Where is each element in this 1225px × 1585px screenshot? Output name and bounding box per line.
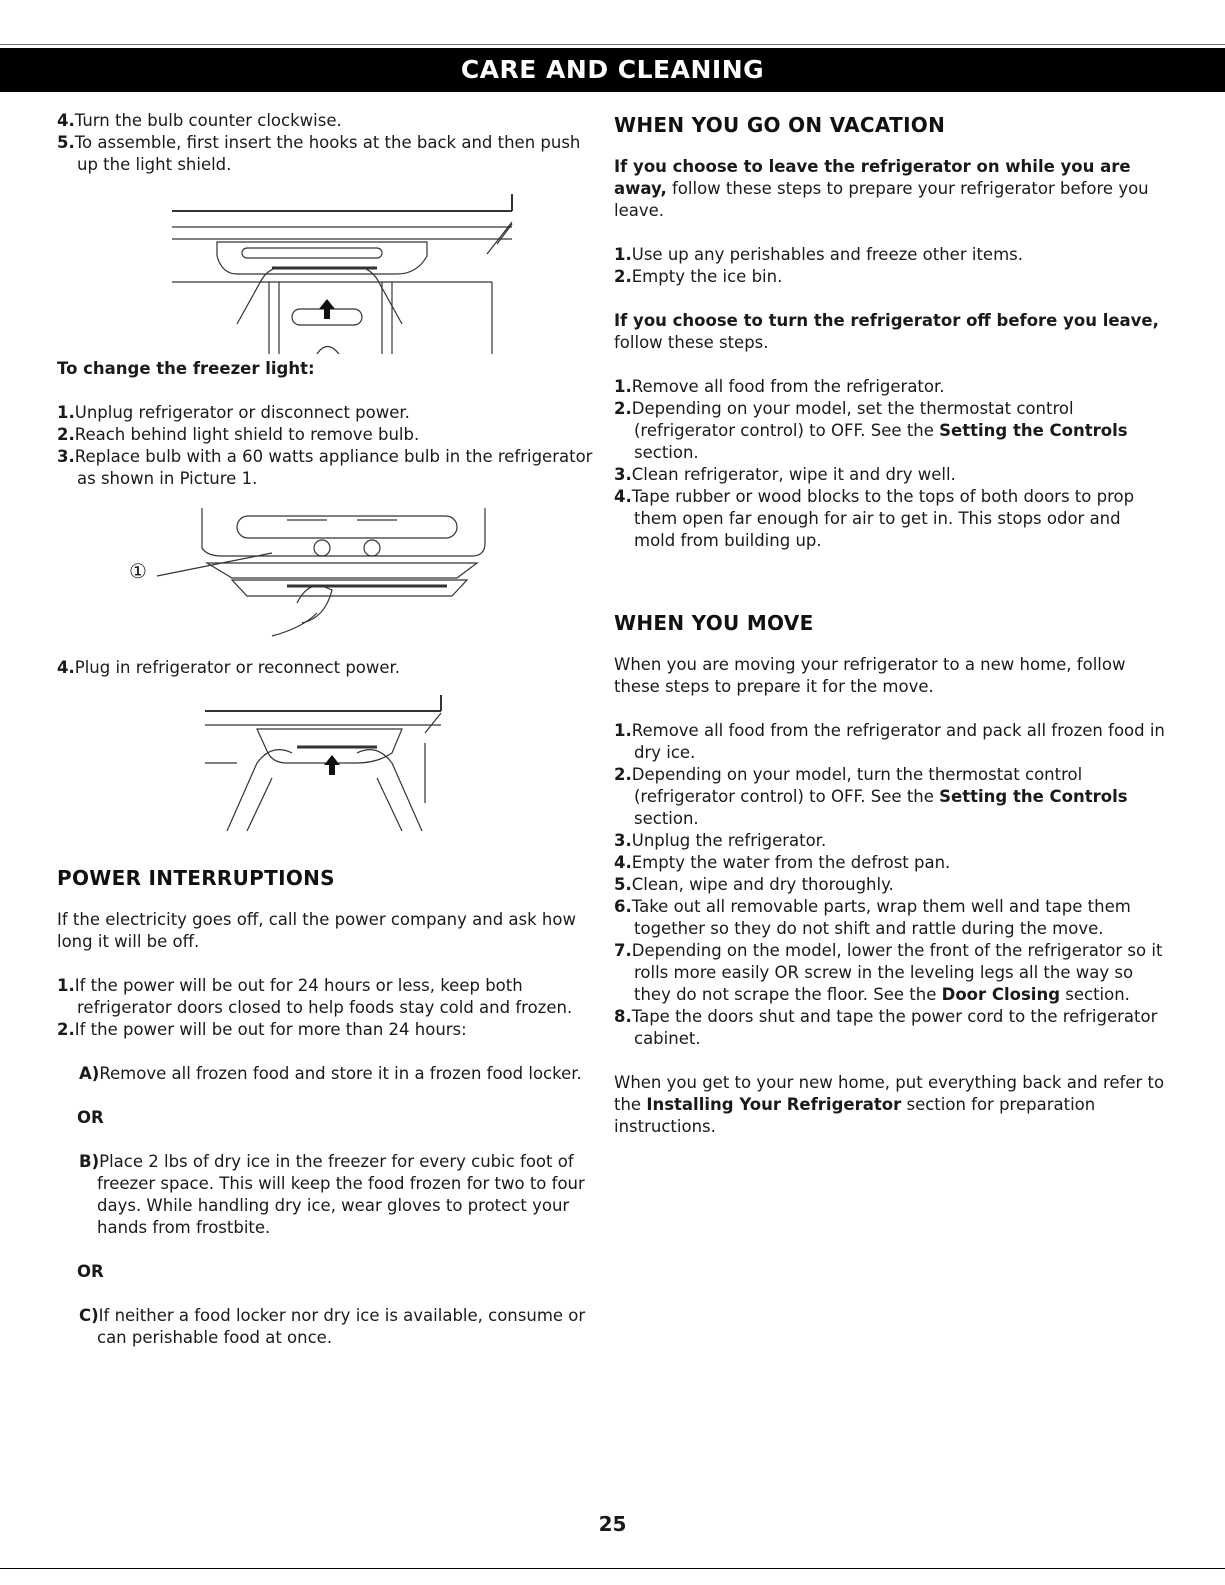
option-c: C)If neither a food locker nor dry ice is available, consume or can perishable food at once.: [79, 1306, 586, 1347]
list-item: 4.Empty the water from the defrost pan.: [614, 853, 951, 872]
freezer-light-heading: To change the freezer light:: [57, 359, 315, 378]
list-item: 1.If the power will be out for 24 hours or less, keep both refrigerator doors closed to help foods stay cold and frozen.: [57, 976, 573, 1017]
list-item: 5.To assemble, first insert the hooks at the back and then push up the light shield.: [57, 133, 581, 174]
page-number: 25: [598, 1512, 627, 1536]
list-item: 2.Reach behind light shield to remove bulb.: [57, 425, 420, 444]
light-shield-install-illustration: [57, 184, 597, 354]
move-closing: When you get to your new home, put everything back and refer to the Installing Your Refrigerator section for preparation instructions.: [614, 1073, 1165, 1136]
freezer-bulb-figure: [57, 508, 597, 643]
vacation-heading: WHEN YOU GO ON VACATION: [614, 113, 946, 137]
vacation-on-intro: If you choose to leave the refrigerator on while you are away, follow these steps to prepare your refrigerator before you leave.: [614, 157, 1149, 220]
list-item: 3.Unplug the refrigerator.: [614, 831, 827, 850]
list-item: 3.Replace bulb with a 60 watts appliance bulb in the refrigerator as shown in Picture 1.: [57, 447, 593, 488]
power-intro: If the electricity goes off, call the power company and ask how long it will be off.: [57, 910, 576, 951]
list-item: 7.Depending on the model, lower the front of the refrigerator so it rolls more easily OR screw in the leveling legs all the way so they do not scrape the floor. See the Door Closing section.: [614, 941, 1163, 1004]
list-item: 1.Use up any perishables and freeze other items.: [614, 245, 1023, 264]
list-item: 1.Unplug refrigerator or disconnect power.: [57, 403, 410, 422]
callout-label: ①: [129, 559, 147, 583]
freezer-shield-install-illustration: [57, 683, 597, 853]
top-rule: [0, 44, 1225, 45]
power-options: [57, 1063, 597, 1349]
list-item: 6.Take out all removable parts, wrap them well and tape them together so they do not shift and rattle during the move.: [614, 897, 1131, 938]
list-item: 4.Turn the bulb counter clockwise.: [57, 111, 342, 130]
option-b: B)Place 2 lbs of dry ice in the freezer for every cubic foot of freezer space. This will keep the food frozen for two to four days. While handling dry ice, wear gloves to protect your hands from frostbite.: [79, 1152, 585, 1237]
list-item: 4.Tape rubber or wood blocks to the tops of both doors to prop them open far enough for air to get in. This stops odor and mold from building up.: [614, 487, 1135, 550]
section-banner: CARE AND CLEANING: [0, 48, 1225, 92]
left-column: [57, 110, 597, 1349]
list-item: 4.Plug in refrigerator or reconnect power.: [57, 658, 401, 677]
or-label: OR: [77, 1108, 104, 1127]
power-interruptions-heading: POWER INTERRUPTIONS: [57, 866, 335, 890]
or-label: OR: [77, 1262, 104, 1281]
list-item: 1.Remove all food from the refrigerator and pack all frozen food in dry ice.: [614, 721, 1165, 762]
move-heading: WHEN YOU MOVE: [614, 611, 814, 635]
right-column: [614, 110, 1166, 1138]
vacation-off-intro: If you choose to turn the refrigerator off before you leave, follow these steps.: [614, 311, 1159, 352]
list-item: 5.Clean, wipe and dry thoroughly.: [614, 875, 894, 894]
move-intro: When you are moving your refrigerator to a new home, follow these steps to prepare it for the move.: [614, 655, 1126, 696]
list-item: 1.Remove all food from the refrigerator.: [614, 377, 945, 396]
list-item: 2.If the power will be out for more than 24 hours:: [57, 1020, 467, 1039]
bottom-rule: [0, 1568, 1225, 1569]
option-a: A)Remove all frozen food and store it in a frozen food locker.: [79, 1064, 582, 1083]
list-item: 2.Depending on your model, turn the thermostat control (refrigerator control) to OFF. See the Setting the Controls section.: [614, 765, 1128, 828]
list-item: 2.Empty the ice bin.: [614, 267, 783, 286]
list-item: 2.Depending on your model, set the thermostat control (refrigerator control) to OFF. See the Setting the Controls section.: [614, 399, 1128, 462]
list-item: 3.Clean refrigerator, wipe it and dry well.: [614, 465, 956, 484]
list-item: 8.Tape the doors shut and tape the power cord to the refrigerator cabinet.: [614, 1007, 1158, 1048]
